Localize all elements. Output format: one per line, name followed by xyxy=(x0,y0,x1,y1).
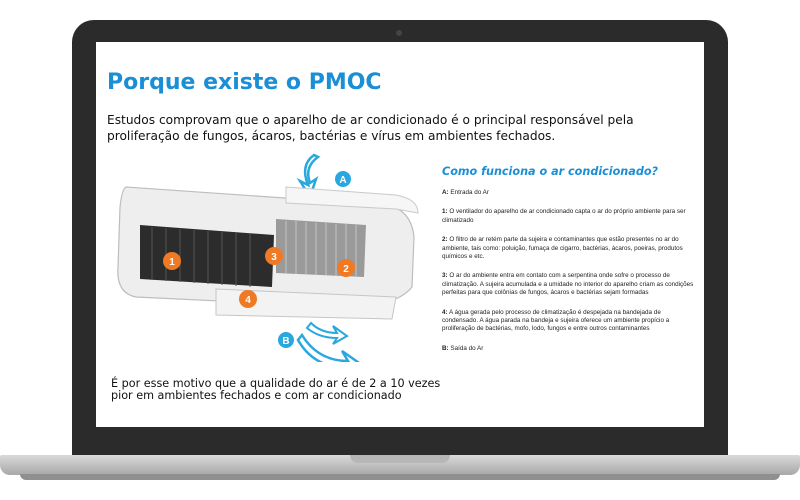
sidebar-item-2 xyxy=(442,236,697,261)
marker-b-label: B xyxy=(282,336,290,347)
sidebar-item-a xyxy=(442,189,697,197)
slide-screen xyxy=(96,42,704,427)
item-key: 4: xyxy=(442,308,448,316)
item-text: O ar do ambiente entra em contato com a serpentina onde sofre o processo de climatização. A sujeira acumulada e a umidade no interior do aparelho criam as condições perfeitas para que colônias de fungos, ácaros e bactérias sejam formadas xyxy=(442,272,694,297)
fan-blower xyxy=(140,225,274,287)
item-text: O filtro de ar retém parte da sujeira e contaminantes que estão presentes no ar do ambiente, tais como: poluição, fumaça de cigarro, bactérias, ácaros, poeiras, produtos químicos e etc. xyxy=(442,236,683,261)
item-key: 2: xyxy=(442,236,448,244)
laptop-notch xyxy=(350,455,450,463)
air-outlet-arrow-2 xyxy=(298,335,362,362)
item-key: 3: xyxy=(442,272,448,280)
sidebar-item-1 xyxy=(442,208,697,225)
webcam-dot xyxy=(396,30,402,36)
item-key: 1: xyxy=(442,208,448,216)
air-outlet-arrow-1 xyxy=(307,323,347,344)
item-text: Entrada do Ar xyxy=(448,189,489,196)
item-text: O ventilador do aparelho de ar condicionado capta o ar do próprio ambiente para ser climatizado xyxy=(442,208,686,224)
sidebar-title: Como funciona o ar condicionado? xyxy=(442,165,659,178)
intro-paragraph: Estudos comprovam que o aparelho de ar condicionado é o principal responsável pela proliferação de fungos, ácaros, bactérias e vírus em ambientes fechados. xyxy=(107,113,634,143)
marker-4-label: 4 xyxy=(245,295,251,306)
marker-1-label: 1 xyxy=(169,257,175,268)
laptop-base-shadow xyxy=(20,474,780,480)
sidebar-list xyxy=(442,189,697,364)
sidebar-item-b xyxy=(442,345,697,353)
marker-3-label: 3 xyxy=(271,252,277,263)
item-text: A água gerada pelo processo de climatização é despejada na bandejada de condensado. A água parada na bandeja e sujeira oferece um ambiente propício a proliferação de bactérias, mofo, lodo, fungos e entre outros contaminantes xyxy=(442,308,670,333)
item-key: B: xyxy=(442,344,449,352)
item-text: Saída do Ar xyxy=(448,344,484,352)
slide-title: Porque existe o PMOC xyxy=(107,70,382,95)
marker-a-label: A xyxy=(339,175,347,186)
ac-unit-illustration xyxy=(96,147,436,362)
sidebar-item-4 xyxy=(442,309,697,334)
marker-2-label: 2 xyxy=(343,264,349,275)
bottom-note: É por esse motivo que a qualidade do ar é de 2 a 10 vezes pior em ambientes fechados e com ar condicionado xyxy=(111,377,441,402)
sidebar-item-3 xyxy=(442,272,697,297)
item-key: A: xyxy=(442,189,449,196)
